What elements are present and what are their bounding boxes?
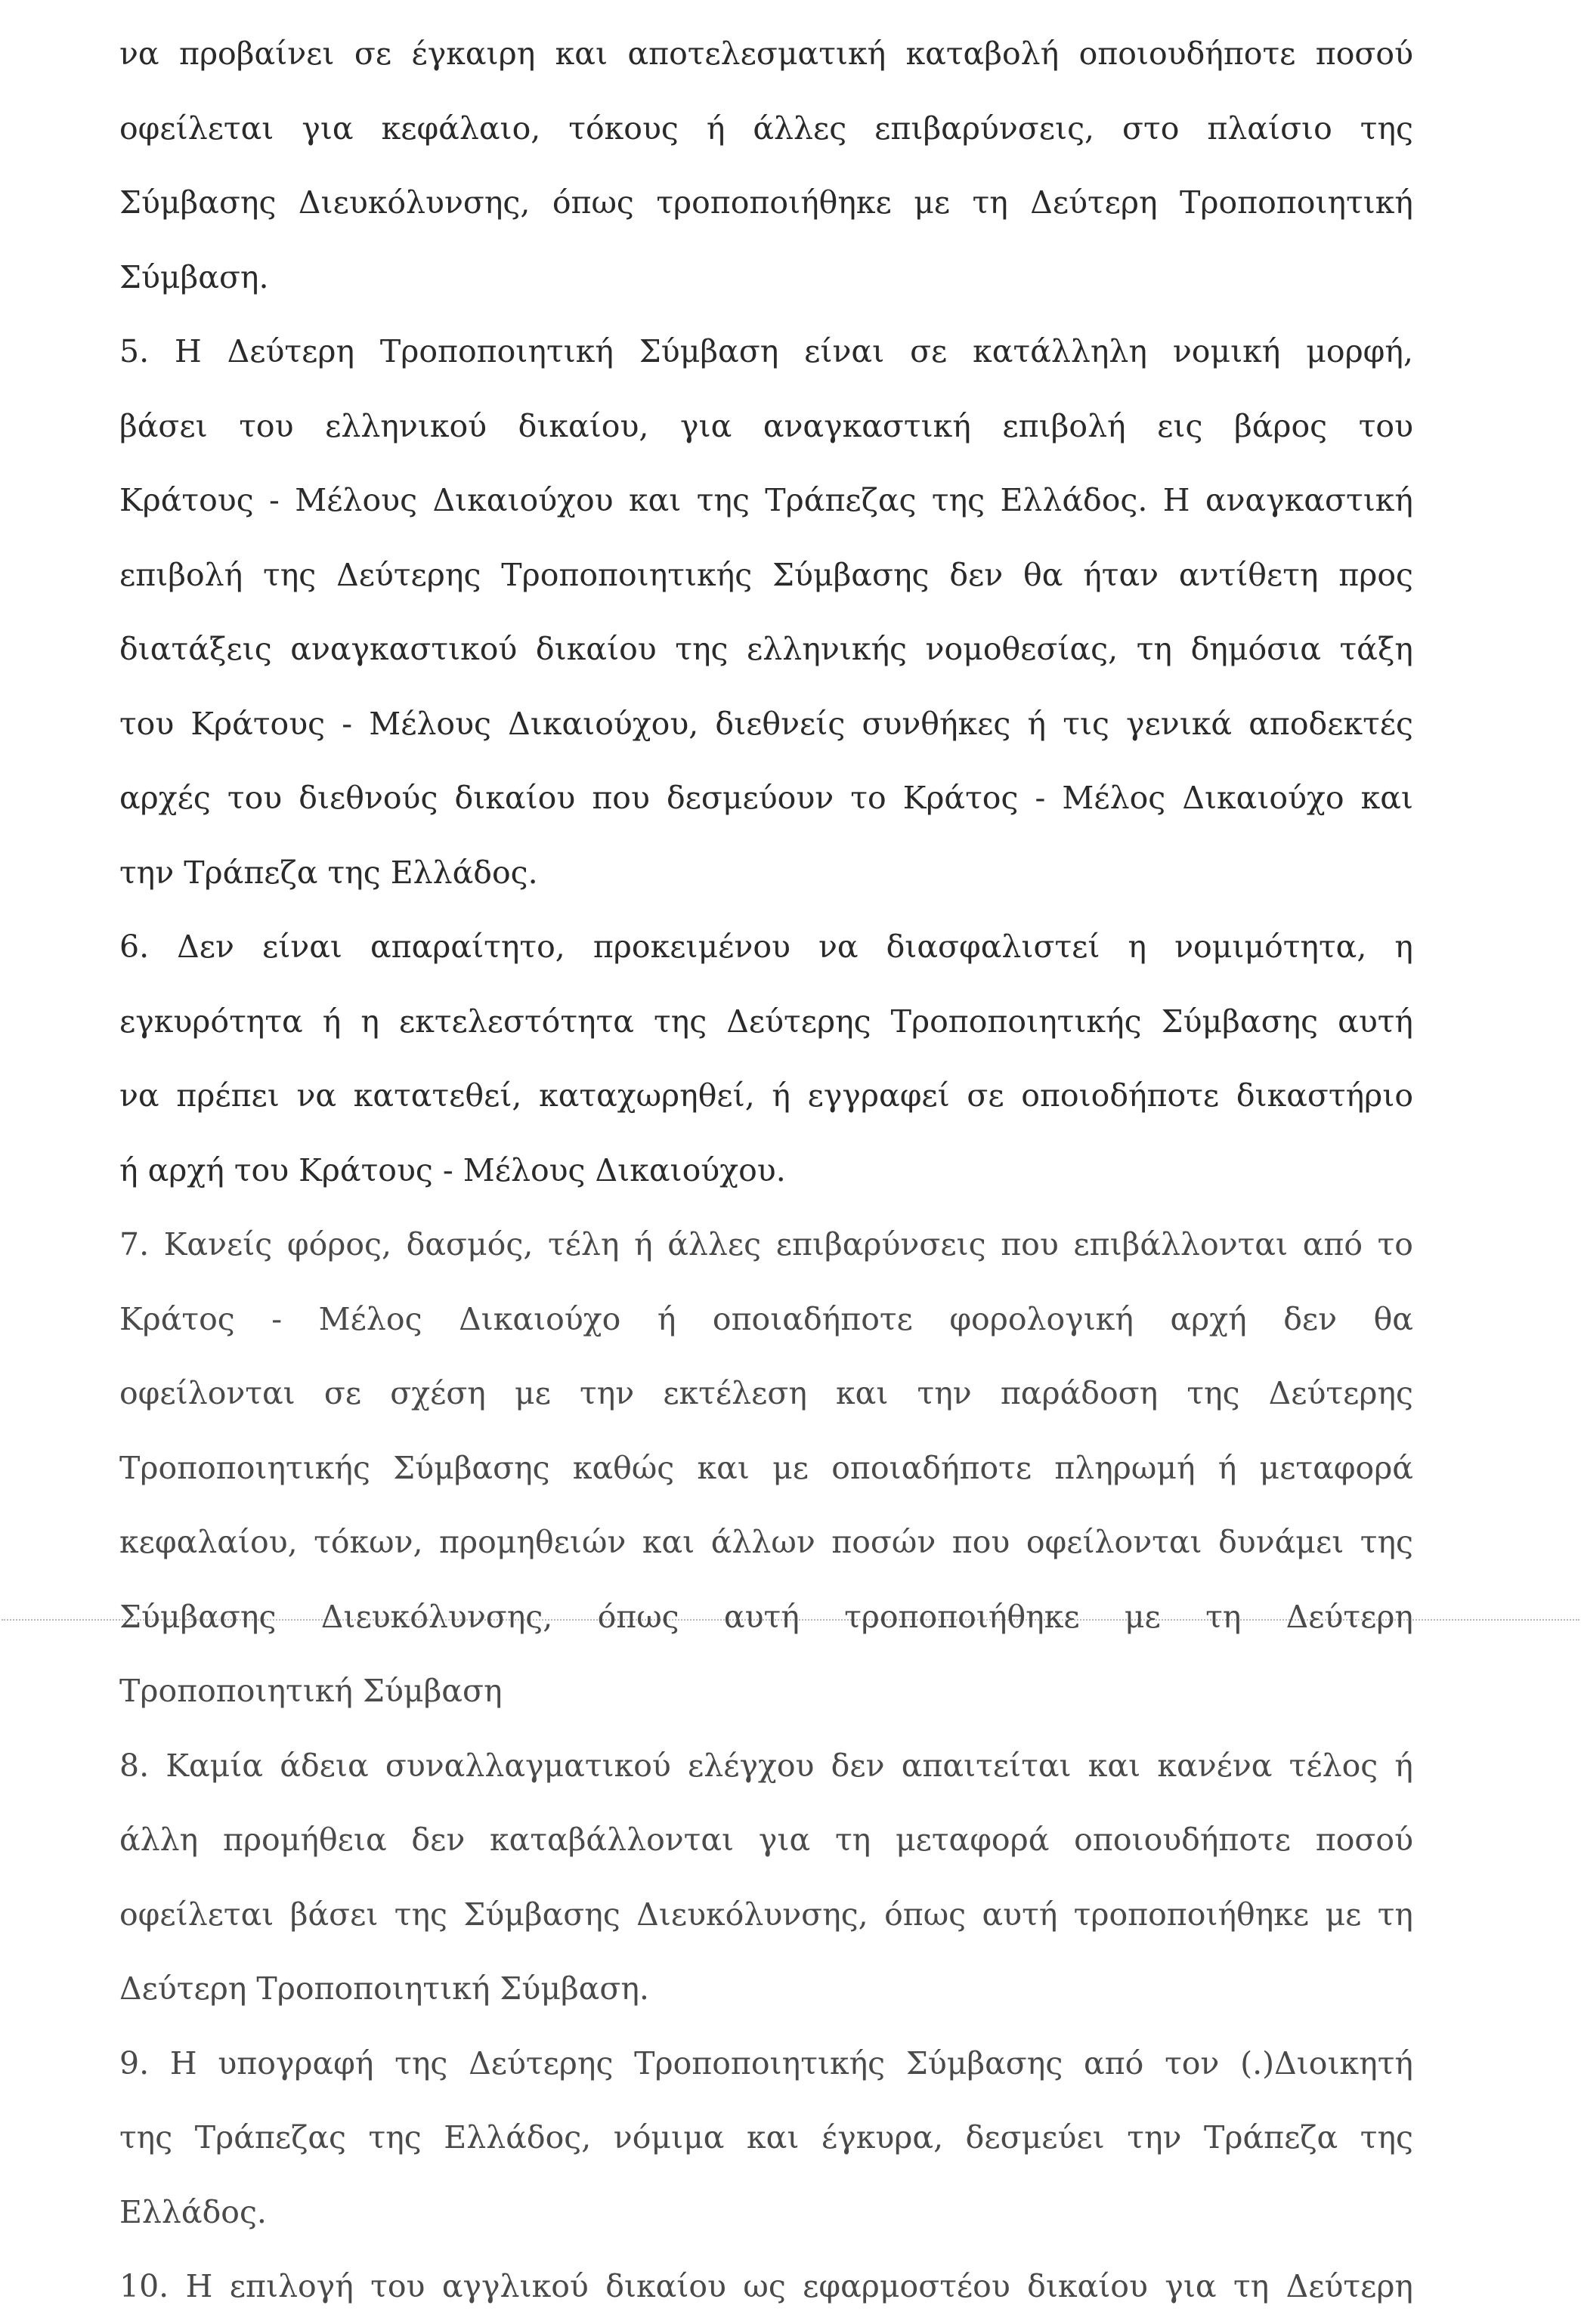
text-line: Σύμβασης Διευκόλυνσης, όπως αυτή τροποποιήθηκε με τη Δεύτερη — [119, 1598, 1413, 1635]
text-line: επιβολή της Δεύτερης Τροποποιητικής Σύμβασης δεν θα ήταν αντίθετη προς — [119, 556, 1413, 593]
text-line: 7. Κανείς φόρος, δασμός, τέλη ή άλλες επιβαρύνσεις που επιβάλλονται από το — [119, 1226, 1413, 1262]
text-line: κεφαλαίου, τόκων, προμηθειών και άλλων ποσών που οφείλονται δυνάμει της — [119, 1524, 1413, 1560]
text-line: 6. Δεν είναι απαραίτητο, προκειμένου να διασφαλιστεί η νομιμότητα, η — [119, 929, 1413, 965]
text-line: Κράτος - Μέλος Δικαιούχο ή οποιαδήποτε φορολογική αρχή δεν θα — [119, 1300, 1413, 1337]
text-line: άλλη προμήθεια δεν καταβάλλονται για τη μεταφορά οποιουδήποτε ποσού — [119, 1822, 1413, 1858]
text-line: Ελλάδος. — [119, 2193, 267, 2230]
text-line: Τροποποιητική Σύμβαση — [119, 1673, 503, 1709]
text-line: οφείλεται βάσει της Σύμβασης Διευκόλυνσης, όπως αυτή τροποποιήθηκε με τη — [119, 1896, 1413, 1933]
text-line: Τροποποιητικής Σύμβασης καθώς και με οποιαδήποτε πληρωμή ή μεταφορά — [119, 1449, 1413, 1486]
text-line: οφείλονται σε σχέση με την εκτέλεση και την παράδοση της Δεύτερης — [119, 1375, 1413, 1411]
text-line: Σύμβασης Διευκόλυνσης, όπως τροποποιήθηκε με τη Δεύτερη Τροποποιητική — [119, 184, 1413, 221]
text-line: Σύμβαση. — [119, 258, 269, 295]
text-line: 10. Η επιλογή του αγγλικού δικαίου ως εφαρμοστέου δικαίου για τη Δεύτερη — [119, 2268, 1413, 2304]
text-line: ή αρχή του Κράτους - Μέλους Δικαιούχου. — [119, 1151, 786, 1188]
text-line: 8. Καμία άδεια συναλλαγματικού ελέγχου δεν απαιτείται και κανένα τέλος ή — [119, 1747, 1413, 1784]
text-line: εγκυρότητα ή η εκτελεστότητα της Δεύτερης Τροποποιητικής Σύμβασης αυτή — [119, 1003, 1413, 1040]
text-line: βάσει του ελληνικού δικαίου, για αναγκαστική επιβολή εις βάρος του — [119, 407, 1413, 444]
text-line: να πρέπει να κατατεθεί, καταχωρηθεί, ή εγγραφεί σε οποιοδήποτε δικαστήριο — [119, 1077, 1413, 1114]
text-line: της Τράπεζας της Ελλάδος, νόμιμα και έγκυρα, δεσμεύει την Τράπεζα της — [119, 2119, 1413, 2156]
text-line: του Κράτους - Μέλους Δικαιούχου, διεθνείς συνθήκες ή τις γενικά αποδεκτές — [119, 705, 1413, 742]
text-line: Δεύτερη Τροποποιητική Σύμβαση. — [119, 1970, 649, 2007]
document-body — [119, 17, 1413, 2324]
text-line: οφείλεται για κεφάλαιο, τόκους ή άλλες επιβαρύνσεις, στο πλαίσιο της — [119, 110, 1413, 147]
text-line: διατάξεις αναγκαστικού δικαίου της ελληνικής νομοθεσίας, τη δημόσια τάξη — [119, 631, 1413, 667]
text-line: Κράτους - Μέλους Δικαιούχου και της Τράπεζας της Ελλάδος. Η αναγκαστική — [119, 482, 1413, 518]
text-line: να προβαίνει σε έγκαιρη και αποτελεσματική καταβολή οποιουδήποτε ποσού — [119, 36, 1413, 72]
text-line: 9. Η υπογραφή της Δεύτερης Τροποποιητικής Σύμβασης από τον (.)Διοικητή — [119, 2044, 1413, 2081]
text-line: αρχές του διεθνούς δικαίου που δεσμεύουν το Κράτος - Μέλος Δικαιούχο και — [119, 780, 1413, 816]
text-line: 5. Η Δεύτερη Τροποποιητική Σύμβαση είναι σε κατάλληλη νομική μορφή, — [119, 333, 1413, 369]
text-line: την Τράπεζα της Ελλάδος. — [119, 854, 538, 891]
